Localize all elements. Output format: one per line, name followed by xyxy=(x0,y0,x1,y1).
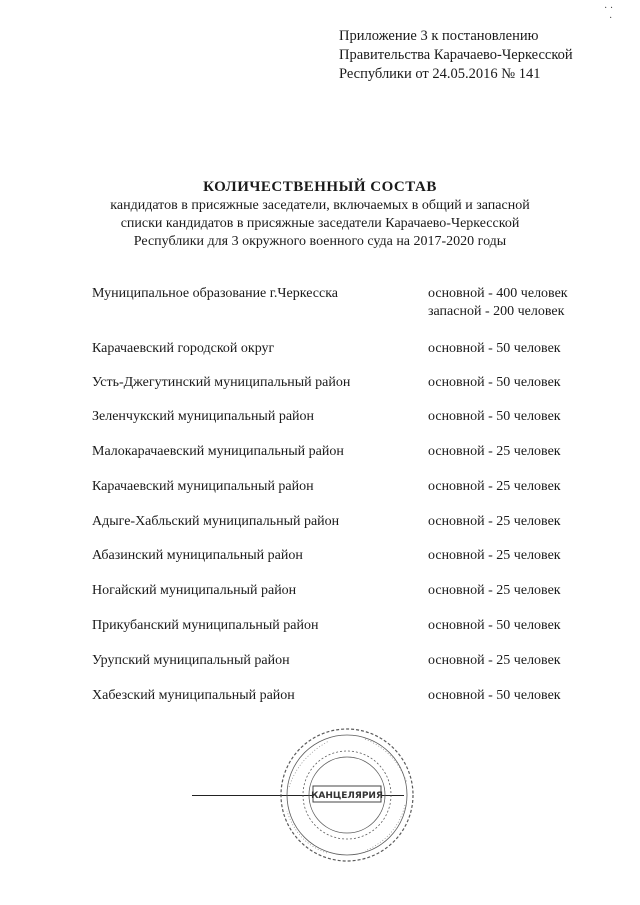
main-count: основной - 50 человек xyxy=(428,409,561,424)
main-count: основной - 25 человек xyxy=(428,583,561,598)
district-name: Прикубанский муниципальный район xyxy=(92,618,319,633)
subtitle-line-1: кандидатов в присяжные заседатели, включаемых в общий и запасной xyxy=(110,198,530,213)
district-name: Зеленчукский муниципальный район xyxy=(92,409,315,424)
main-count: основной - 25 человек xyxy=(428,548,561,563)
reserve-count: запасной - 200 человек xyxy=(428,304,565,319)
scan-marks: · · · xyxy=(604,3,614,24)
district-name: Карачаевский муниципальный район xyxy=(92,479,314,494)
main-count: основной - 25 человек xyxy=(428,444,561,459)
district-name: Ногайский муниципальный район xyxy=(92,583,297,598)
district-name: Абазинский муниципальный район xyxy=(92,548,303,563)
main-count: основной - 25 человек xyxy=(428,479,561,494)
subtitle-line-3: Республики для 3 окружного военного суда на 2017-2020 годы xyxy=(133,234,507,249)
annex-header xyxy=(339,27,573,84)
main-count: основной - 25 человек xyxy=(428,653,561,668)
annex-line-3: Республики от 24.05.2016 № 141 xyxy=(339,66,541,82)
district-name: Малокарачаевский муниципальный район xyxy=(92,444,344,459)
official-seal-stamp xyxy=(277,725,417,865)
main-count: основной - 400 человек xyxy=(428,286,568,301)
main-count: основной - 50 человек xyxy=(428,375,561,390)
district-name: Хабезский муниципальный район xyxy=(92,688,295,703)
main-count: основной - 50 человек xyxy=(428,688,561,703)
subtitle-line-2: списки кандидатов в присяжные заседатели Карачаево-Черкесской xyxy=(120,216,520,231)
annex-line-1: Приложение 3 к постановлению xyxy=(339,28,539,44)
main-count: основной - 25 человек xyxy=(428,514,561,529)
district-name: Муниципальное образование г.Черкесска xyxy=(92,286,338,301)
main-count: основной - 50 человек xyxy=(428,341,561,356)
main-count: основной - 50 человек xyxy=(428,618,561,633)
district-name: Урупский муниципальный район xyxy=(92,653,290,668)
seal-caption: КАНЦЕЛЯРИЯ xyxy=(311,791,383,801)
document-subtitle xyxy=(60,197,580,251)
district-name: Карачаевский городской округ xyxy=(92,341,275,356)
document-title: КОЛИЧЕСТВЕННЫЙ СОСТАВ xyxy=(203,179,437,195)
district-name: Усть-Джегутинский муниципальный район xyxy=(92,375,351,390)
annex-line-2: Правительства Карачаево-Черкесской xyxy=(339,47,573,63)
district-name: Адыге-Хабльский муниципальный район xyxy=(92,514,340,529)
